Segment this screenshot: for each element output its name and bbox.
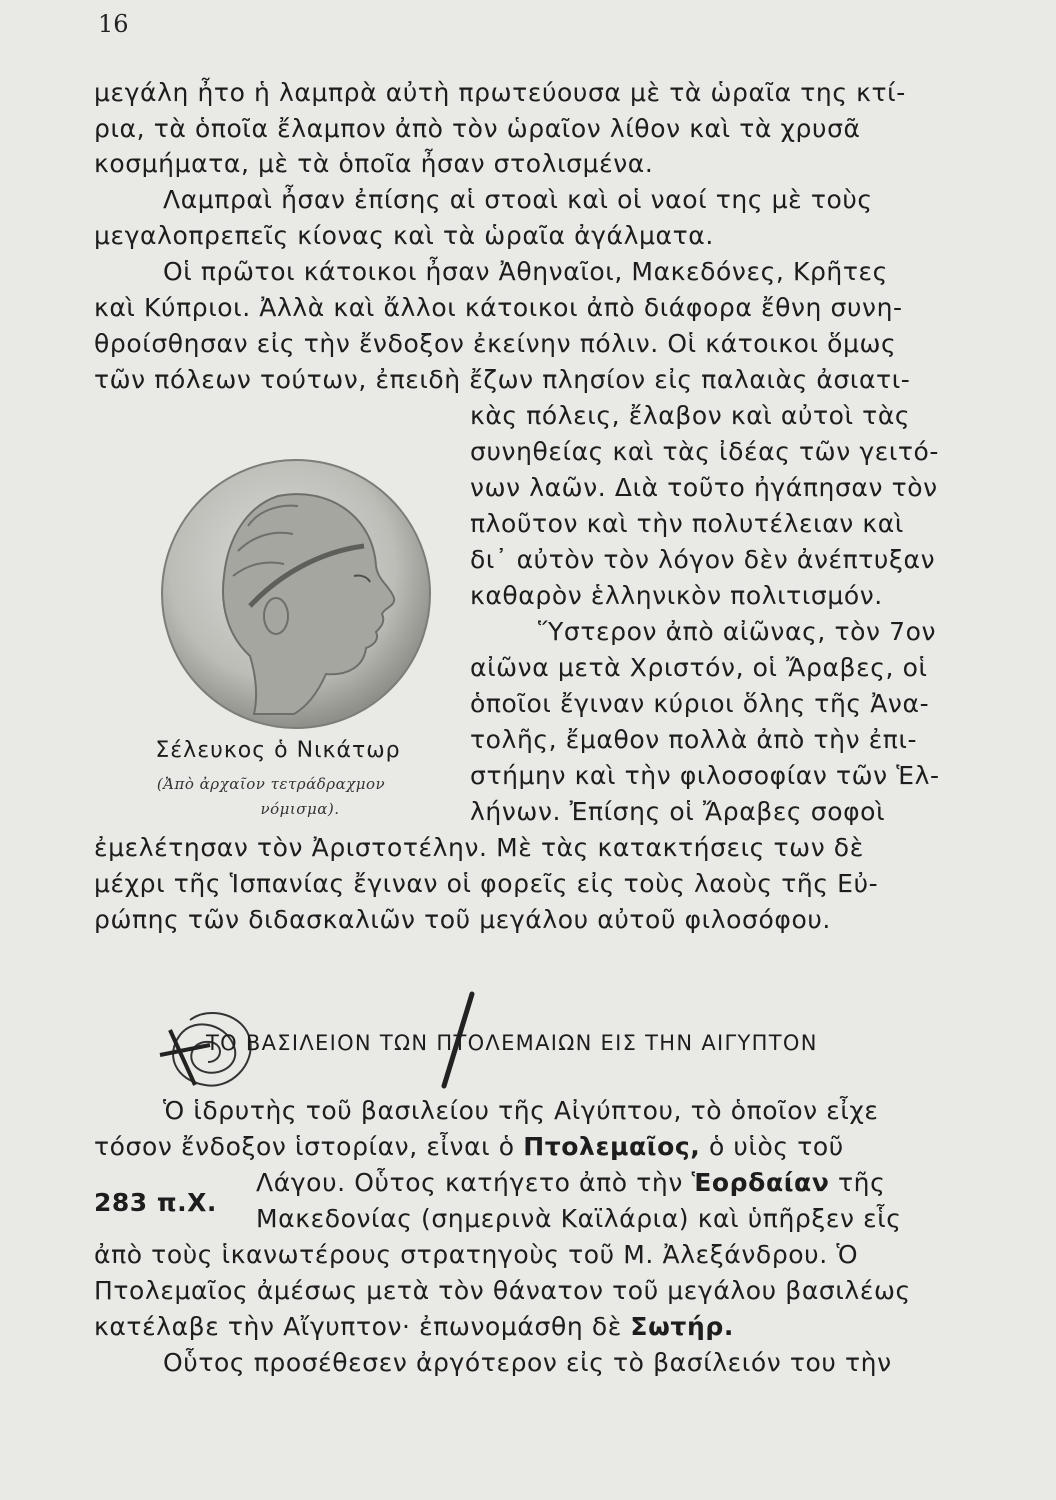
section-heading: ΤΟ ΒΑΣΙΛΕΙΟΝ ΤΩΝ ΠΤΟΛΕΜΑΙΩΝ ΕΙΣ ΤΗΝ ΑΙΓΥΠΤΟΝ bbox=[206, 1031, 818, 1055]
text-line: Μακεδονίας (σημερινὰ Καϊλάρια) καὶ ὑπῆρξεν εἷς bbox=[256, 1204, 902, 1233]
text-line: Ὕστερον ἀπὸ αἰῶνας, τὸν 7ον bbox=[538, 617, 937, 646]
coin-image bbox=[158, 456, 434, 732]
text-line: Ὁ ἱδρυτὴς τοῦ βασιλείου τῆς Αἰγύπτου, τὸ ὁποῖον εἶχε bbox=[163, 1096, 879, 1125]
text-line: Οὗτος προσέθεσεν ἀργότερον εἰς τὸ βασίλειόν του τὴν bbox=[163, 1348, 892, 1377]
text-line: πλοῦτον καὶ τὴν πολυτέλειαν καὶ bbox=[470, 509, 904, 538]
text-line: ἀπὸ τοὺς ἱκανωτέρους στρατηγοὺς τοῦ Μ. Ἀλεξάνδρου. Ὁ bbox=[94, 1240, 859, 1269]
text-span: Λάγου. Οὗτος κατήγετο ἀπὸ τὴν bbox=[256, 1168, 692, 1197]
text-line bbox=[94, 1132, 844, 1162]
text-line: λήνων. Ἐπίσης οἱ Ἄραβες σοφοὶ bbox=[470, 797, 886, 826]
margin-date: 283 π.Χ. bbox=[94, 1188, 217, 1217]
figure-caption-sub: νόμισμα). bbox=[260, 800, 340, 818]
bold-name: Πτολεμαῖος, bbox=[523, 1132, 701, 1161]
bold-name: Σωτήρ. bbox=[630, 1312, 734, 1341]
text-line: καθαρὸν ἑλληνικὸν πολιτισμόν. bbox=[470, 581, 883, 610]
text-line: Οἱ πρῶτοι κάτοικοι ἦσαν Ἀθηναῖοι, Μακεδόνες, Κρῆτες bbox=[163, 257, 888, 286]
figure-caption-title: Σέλευκος ὁ Νικάτωρ bbox=[155, 738, 401, 763]
text-line: Πτολεμαῖος ἀμέσως μετὰ τὸν θάνατον τοῦ μεγάλου βασιλέως bbox=[94, 1276, 911, 1305]
text-line: μεγαλοπρεπεῖς κίονας καὶ τὰ ὡραῖα ἀγάλματα. bbox=[94, 221, 714, 250]
text-line: θροίσθησαν εἰς τὴν ἔνδοξον ἐκείνην πόλιν. Οἱ κάτοικοι ὅμως bbox=[94, 329, 897, 358]
text-span: κατέλαβε τὴν Αἴγυπτον· ἐπωνομάσθη δὲ bbox=[94, 1312, 631, 1341]
figure-caption-sub: (Ἀπὸ ἀρχαῖον τετράδραχμον bbox=[156, 775, 386, 793]
text-line: ρια, τὰ ὁποῖα ἔλαμπον ἀπὸ τὸν ὡραῖον λίθον καὶ τὰ χρυσᾶ bbox=[94, 114, 861, 143]
text-line bbox=[94, 1312, 734, 1342]
text-line: καὶ Κύπριοι. Ἀλλὰ καὶ ἄλλοι κάτοικοι ἀπὸ διάφορα ἔθνη συνη- bbox=[94, 293, 903, 322]
text-line: ὁποῖοι ἔγιναν κύριοι ὅλης τῆς Ἀνα- bbox=[470, 689, 930, 718]
text-line: στήμην καὶ τὴν φιλοσοφίαν τῶν Ἑλ- bbox=[470, 761, 940, 790]
text-line: τῶν πόλεων τούτων, ἐπειδὴ ἔζων πλησίον εἰς παλαιὰς ἀσιατι- bbox=[94, 365, 911, 394]
text-line: κὰς πόλεις, ἔλαβον καὶ αὐτοὶ τὰς bbox=[470, 401, 911, 430]
text-span: τῆς bbox=[829, 1168, 886, 1197]
text-line: αἰῶνα μετὰ Χριστόν, οἱ Ἄραβες, οἱ bbox=[470, 653, 928, 682]
text-span: τόσον ἔνδοξον ἱστορίαν, εἶναι ὁ bbox=[94, 1132, 524, 1161]
text-line: ἐμελέτησαν τὸν Ἀριστοτέλην. Μὲ τὰς κατακτήσεις των δὲ bbox=[94, 833, 864, 862]
text-line: τολῆς, ἔμαθον πολλὰ ἀπὸ τὴν ἐπι- bbox=[470, 725, 918, 754]
text-line: νων λαῶν. Διὰ τοῦτο ἠγάπησαν τὸν bbox=[470, 473, 938, 502]
text-line: συνηθείας καὶ τὰς ἰδέας τῶν γειτό- bbox=[470, 437, 940, 466]
text-span: ὁ υἱὸς τοῦ bbox=[700, 1132, 844, 1161]
text-line bbox=[256, 1168, 885, 1198]
text-line: μεγάλη ἦτο ἡ λαμπρὰ αὐτὴ πρωτεύουσα μὲ τὰ ὡραῖα της κτί- bbox=[94, 78, 906, 107]
text-line: ρώπης τῶν διδασκαλιῶν τοῦ μεγάλου αὐτοῦ φιλοσόφου. bbox=[94, 905, 831, 934]
text-line: Λαμπραὶ ἦσαν ἐπίσης αἱ στοαὶ καὶ οἱ ναοί της μὲ τοὺς bbox=[163, 185, 873, 214]
text-line: μέχρι τῆς Ἱσπανίας ἔγιναν οἱ φορεῖς εἰς τοὺς λαοὺς τῆς Εὐ- bbox=[94, 869, 879, 898]
page-number: 16 bbox=[98, 10, 129, 38]
text-line: δι᾽ αὐτὸν τὸν λόγον δὲν ἀνέπτυξαν bbox=[470, 545, 936, 574]
text-line: κοσμήματα, μὲ τὰ ὁποῖα ἦσαν στολισμένα. bbox=[94, 149, 654, 178]
bold-name: Ἑορδαίαν bbox=[691, 1168, 830, 1197]
